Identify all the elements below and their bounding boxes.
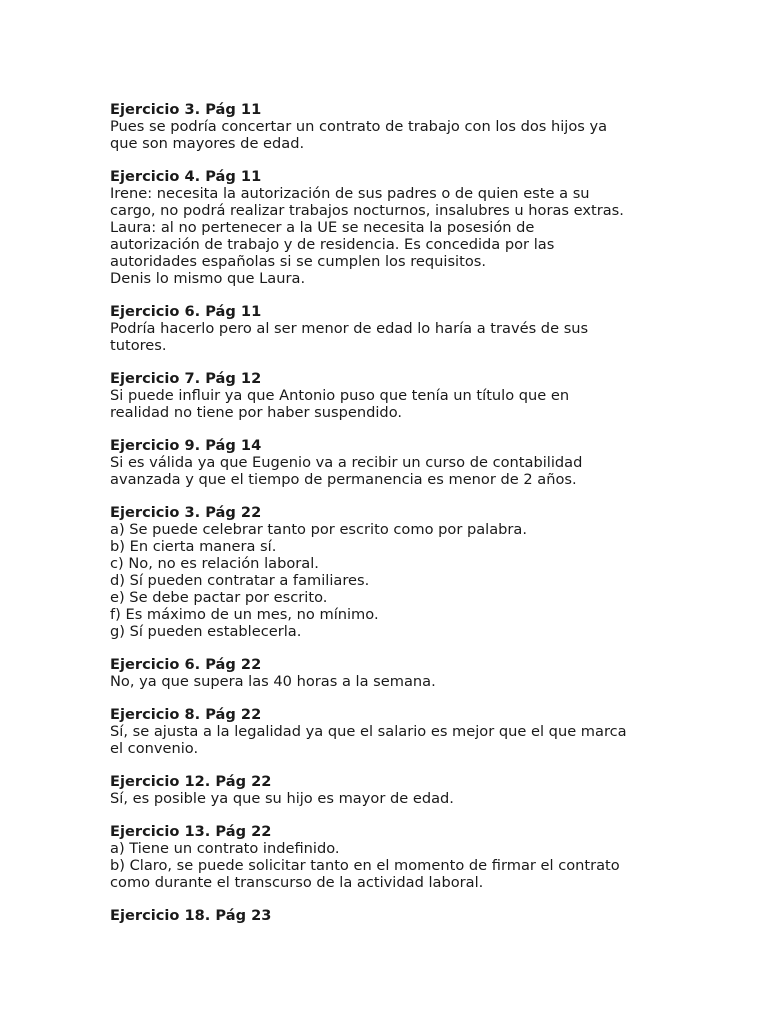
answer-line: Sí, es posible ya que su hijo es mayor de edad. [110, 790, 454, 807]
exercise-heading: Ejercicio 9. Pág 14 [110, 437, 262, 454]
exercise-section [110, 168, 670, 287]
exercise-section [110, 303, 670, 354]
exercise-section [110, 504, 670, 640]
exercise-section [110, 706, 670, 757]
document-body [110, 101, 670, 940]
answer-line: el convenio. [110, 740, 199, 757]
answer-line: autorización de trabajo y de residencia. Es concedida por las [110, 236, 555, 253]
exercise-heading: Ejercicio 12. Pág 22 [110, 773, 272, 790]
answer-line: g) Sí pueden establecerla. [110, 623, 302, 640]
answer-line: cargo, no podrá realizar trabajos nocturnos, insalubres u horas extras. [110, 202, 624, 219]
exercise-heading: Ejercicio 3. Pág 11 [110, 101, 262, 118]
answer-line: Sí, se ajusta a la legalidad ya que el salario es mejor que el que marca [110, 723, 627, 740]
exercise-section [110, 907, 670, 924]
answer-line: b) En cierta manera sí. [110, 538, 277, 555]
answer-line: Si es válida ya que Eugenio va a recibir un curso de contabilidad [110, 454, 583, 471]
exercise-heading: Ejercicio 3. Pág 22 [110, 504, 262, 521]
exercise-heading: Ejercicio 18. Pág 23 [110, 907, 272, 924]
exercise-heading: Ejercicio 4. Pág 11 [110, 168, 262, 185]
exercise-section [110, 437, 670, 488]
exercise-section [110, 370, 670, 421]
answer-line: avanzada y que el tiempo de permanencia es menor de 2 años. [110, 471, 577, 488]
answer-line: realidad no tiene por haber suspendido. [110, 404, 403, 421]
answer-line: c) No, no es relación laboral. [110, 555, 319, 572]
answer-line: Pues se podría concertar un contrato de trabajo con los dos hijos ya [110, 118, 608, 135]
answer-line: Podría hacerlo pero al ser menor de edad lo haría a través de sus [110, 320, 589, 337]
exercise-section [110, 101, 670, 152]
exercise-heading: Ejercicio 8. Pág 22 [110, 706, 262, 723]
exercise-section [110, 823, 670, 891]
exercise-heading: Ejercicio 6. Pág 11 [110, 303, 262, 320]
answer-line: No, ya que supera las 40 horas a la semana. [110, 673, 436, 690]
answer-line: a) Se puede celebrar tanto por escrito como por palabra. [110, 521, 528, 538]
exercise-heading: Ejercicio 6. Pág 22 [110, 656, 262, 673]
answer-line: Si puede influir ya que Antonio puso que tenía un título que en [110, 387, 570, 404]
answer-line: e) Se debe pactar por escrito. [110, 589, 328, 606]
answer-line: Laura: al no pertenecer a la UE se necesita la posesión de [110, 219, 535, 236]
exercise-section [110, 773, 670, 807]
answer-line: a) Tiene un contrato indefinido. [110, 840, 340, 857]
answer-line: que son mayores de edad. [110, 135, 305, 152]
answer-line: d) Sí pueden contratar a familiares. [110, 572, 370, 589]
exercise-heading: Ejercicio 7. Pág 12 [110, 370, 262, 387]
answer-line: tutores. [110, 337, 167, 354]
answer-line: f) Es máximo de un mes, no mínimo. [110, 606, 379, 623]
exercise-section [110, 656, 670, 690]
answer-line: b) Claro, se puede solicitar tanto en el momento de firmar el contrato [110, 857, 620, 874]
answer-line: autoridades españolas si se cumplen los requisitos. [110, 253, 486, 270]
exercise-heading: Ejercicio 13. Pág 22 [110, 823, 272, 840]
answer-line: Irene: necesita la autorización de sus padres o de quien este a su [110, 185, 590, 202]
answer-line: como durante el transcurso de la actividad laboral. [110, 874, 484, 891]
answer-line: Denis lo mismo que Laura. [110, 270, 306, 287]
